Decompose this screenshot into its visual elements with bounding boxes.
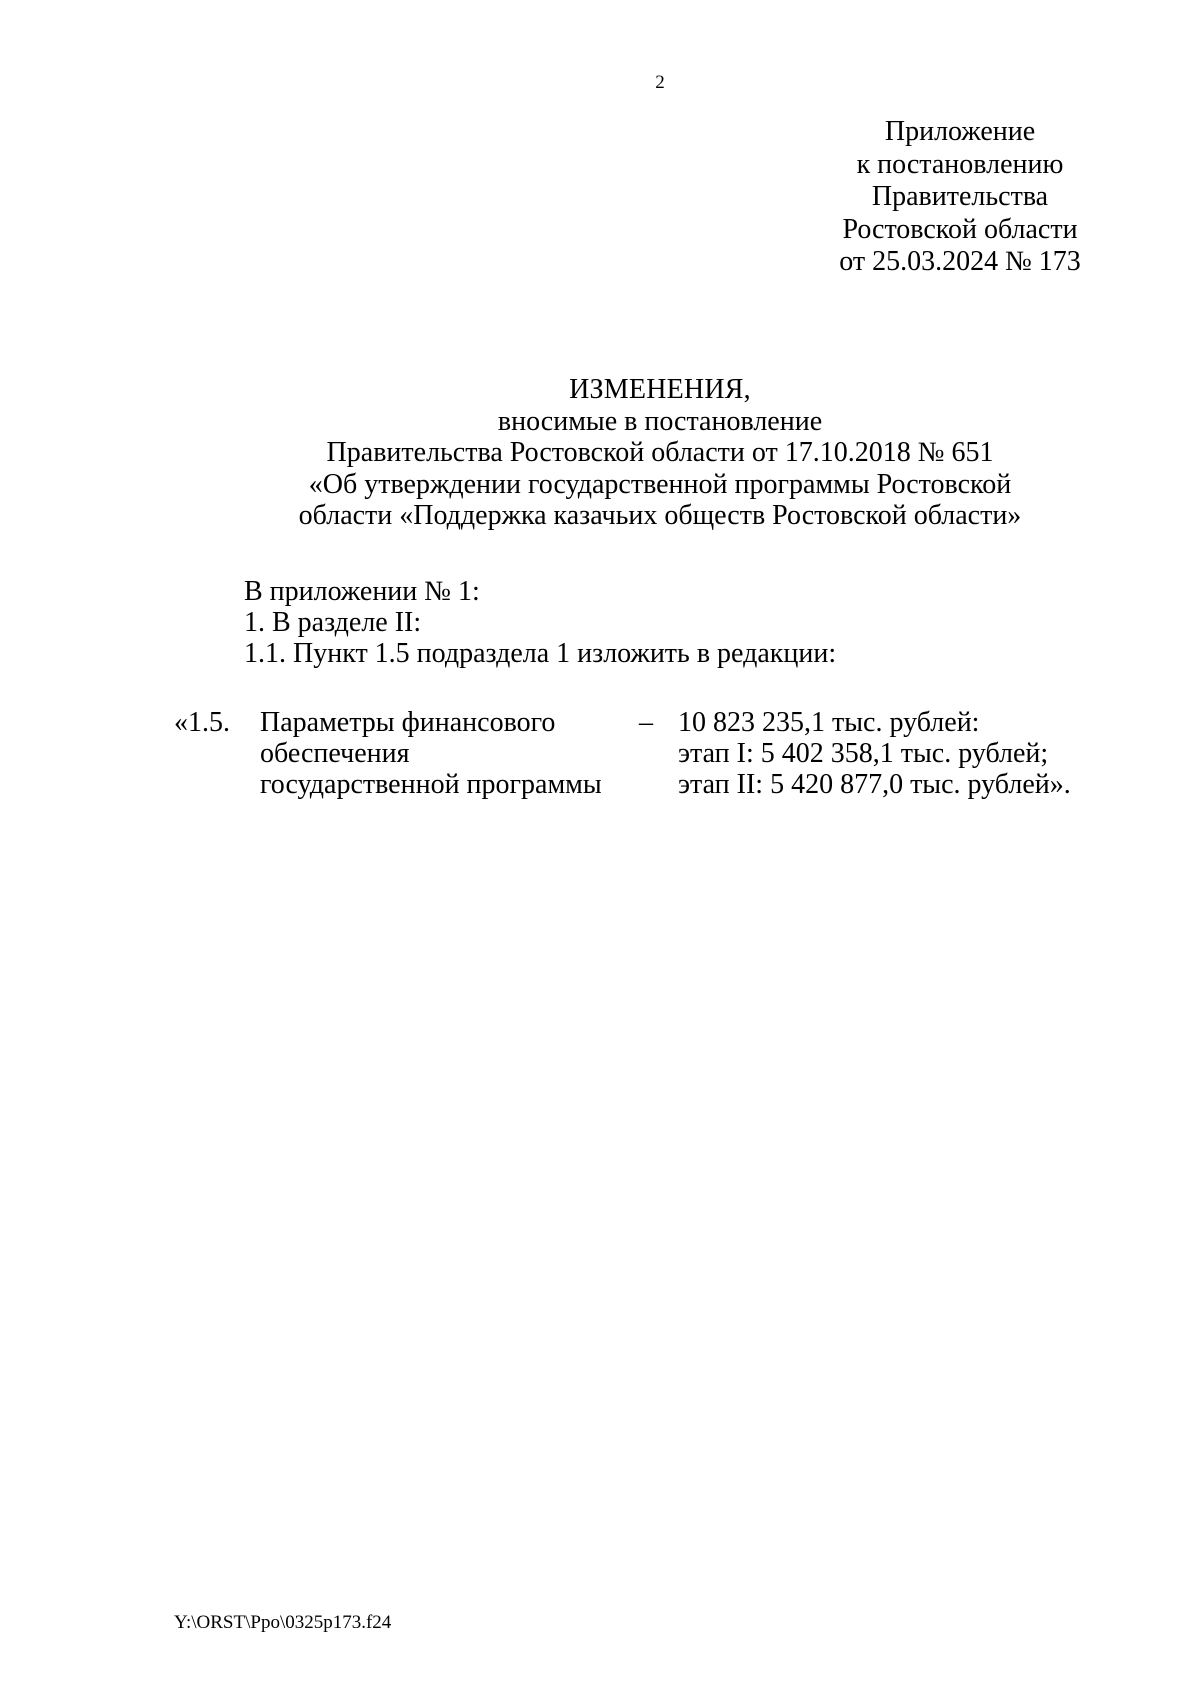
- title-heading: ИЗМЕНЕНИЯ,: [569, 374, 751, 405]
- title-line: области «Поддержка казачьих обществ Ростовской области»: [298, 500, 1022, 531]
- appendix-line: Ростовской области: [842, 213, 1078, 245]
- appendix-header: [820, 116, 1100, 279]
- intro-line: 1.1. Пункт 1.5 подраздела 1 изложить в редакции:: [244, 638, 837, 669]
- item-label: [260, 707, 640, 800]
- item-label-line: государственной программы: [260, 769, 602, 800]
- appendix-line: Приложение: [884, 116, 1036, 147]
- item-number: «1.5.: [174, 707, 230, 738]
- document-title: [160, 374, 1160, 532]
- appendix-line: к постановлению: [856, 148, 1064, 180]
- item-dash: –: [639, 707, 653, 738]
- item-label-line: обеспечения: [260, 738, 410, 769]
- intro-line: 1. В разделе II:: [244, 607, 422, 638]
- appendix-line: Правительства: [871, 181, 1049, 212]
- item-value-line: этап I: 5 402 358,1 тыс. рублей;: [678, 738, 1049, 769]
- item-value-line: этап II: 5 420 877,0 тыс. рублей».: [678, 769, 1071, 800]
- intro-paragraphs: [244, 576, 836, 669]
- footer-file-path: Y:\ORST\Ppo\0325p173.f24: [174, 1612, 392, 1633]
- page-number: 2: [655, 72, 665, 93]
- item-label-line: Параметры финансового: [260, 707, 556, 738]
- intro-line: В приложении № 1:: [244, 576, 480, 607]
- appendix-line: от 25.03.2024 № 173: [839, 246, 1081, 277]
- title-line: «Об утверждении государственной программы Ростовской: [308, 468, 1012, 500]
- title-line: вносимые в постановление: [497, 405, 823, 437]
- item-value-line: 10 823 235,1 тыс. рублей:: [678, 707, 980, 738]
- item-values: [678, 707, 1071, 800]
- title-line: Правительства Ростовской области от 17.10.2018 № 651: [326, 437, 994, 468]
